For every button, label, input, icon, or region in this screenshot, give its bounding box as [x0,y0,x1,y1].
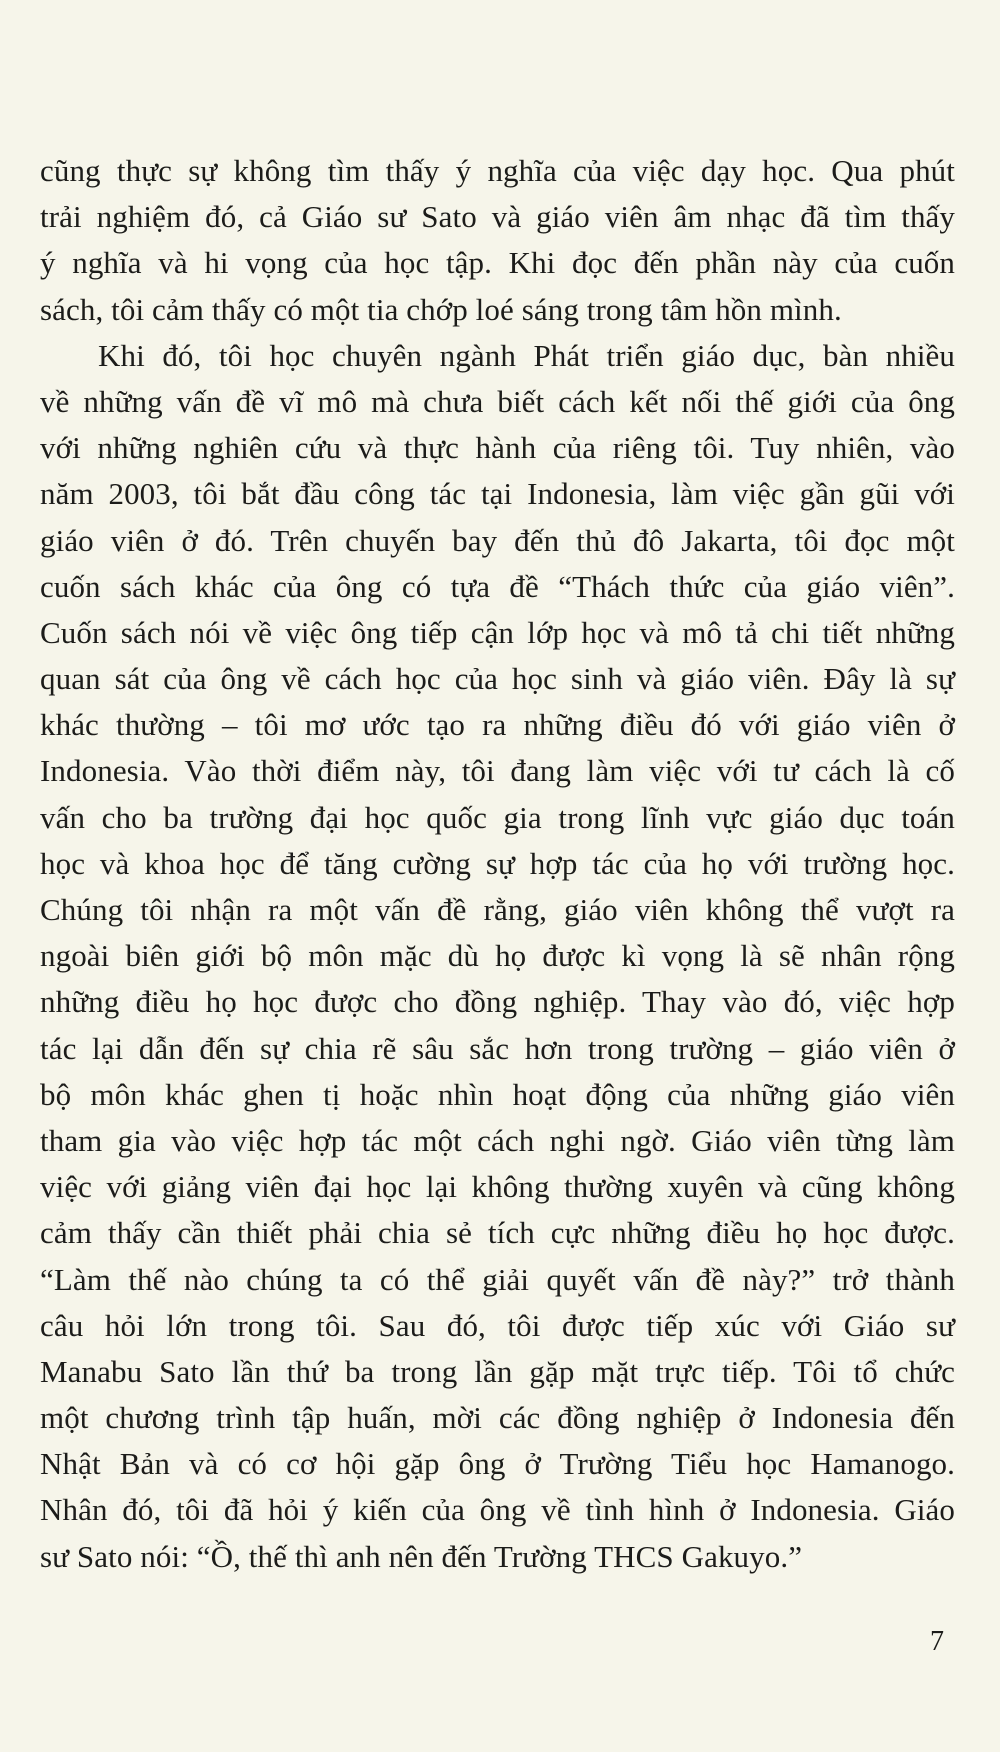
text-line: những điều họ học được cho đồng nghiệp. Thay vào đó, việc hợp [40,984,955,1020]
text-line: Manabu Sato lần thứ ba trong lần gặp mặt trực tiếp. Tôi tổ chức [40,1353,955,1389]
text-line: Indonesia. Vào thời điểm này, tôi đang làm việc với tư cách là cố [40,753,955,789]
text-line: cuốn sách khác của ông có tựa đề “Thách thức của giáo viên”. [40,568,955,604]
text-line: câu hỏi lớn trong tôi. Sau đó, tôi được tiếp xúc với Giáo sư [40,1307,955,1343]
text-line: học và khoa học để tăng cường sự hợp tác của họ với trường học. [40,845,955,881]
text-line: ngoài biên giới bộ môn mặc dù họ được kì vọng là sẽ nhân rộng [40,938,955,974]
text-line: “Làm thế nào chúng ta có thể giải quyết vấn đề này?” trở thành [40,1261,955,1297]
text-line: cảm thấy cần thiết phải chia sẻ tích cực những điều họ học được. [40,1215,955,1251]
text-line: Cuốn sách nói về việc ông tiếp cận lớp học và mô tả chi tiết những [40,614,955,650]
text-line: tham gia vào việc hợp tác một cách nghi ngờ. Giáo viên từng làm [40,1122,955,1158]
text-line: về những vấn đề vĩ mô mà chưa biết cách kết nối thế giới của ông [40,383,955,419]
body-text [40,148,955,1580]
text-line: vấn cho ba trường đại học quốc gia trong lĩnh vực giáo dục toán [40,799,955,835]
text-line: Khi đó, tôi học chuyên ngành Phát triển giáo dục, bàn nhiều [98,337,955,373]
text-line: khác thường – tôi mơ ước tạo ra những điều đó với giáo viên ở [40,707,955,743]
text-line: sách, tôi cảm thấy có một tia chớp loé sáng trong tâm hồn mình. [40,291,842,327]
text-line: Nhân đó, tôi đã hỏi ý kiến của ông về tình hình ở Indonesia. Giáo [40,1492,955,1528]
text-line: Nhật Bản và có cơ hội gặp ông ở Trường Tiểu học Hamanogo. [40,1446,955,1482]
text-line: Chúng tôi nhận ra một vấn đề rằng, giáo viên không thể vượt ra [40,892,955,927]
text-line: sư Sato nói: “Ồ, thế thì anh nên đến Trường THCS Gakuyo.” [40,1538,803,1574]
text-line: một chương trình tập huấn, mời các đồng nghiệp ở Indonesia đến [40,1400,955,1436]
text-line: cũng thực sự không tìm thấy ý nghĩa của việc dạy học. Qua phút [40,153,955,188]
text-line: quan sát của ông về cách học của học sinh và giáo viên. Đây là sự [40,661,955,697]
text-line: giáo viên ở đó. Trên chuyến bay đến thủ đô Jakarta, tôi đọc một [40,522,955,558]
text-line: với những nghiên cứu và thực hành của riêng tôi. Tuy nhiên, vào [40,430,955,466]
text-line: năm 2003, tôi bắt đầu công tác tại Indonesia, làm việc gần gũi với [40,476,955,512]
text-line: ý nghĩa và hi vọng của học tập. Khi đọc đến phần này của cuốn [40,245,955,281]
text-line: tác lại dẫn đến sự chia rẽ sâu sắc hơn trong trường – giáo viên ở [40,1030,955,1066]
text-line: trải nghiệm đó, cả Giáo sư Sato và giáo viên âm nhạc đã tìm thấy [40,199,955,235]
text-line: việc với giảng viên đại học lại không thường xuyên và cũng không [40,1169,955,1205]
text-line: bộ môn khác ghen tị hoặc nhìn hoạt động của những giáo viên [40,1076,955,1112]
page-number: 7 [930,1626,944,1657]
